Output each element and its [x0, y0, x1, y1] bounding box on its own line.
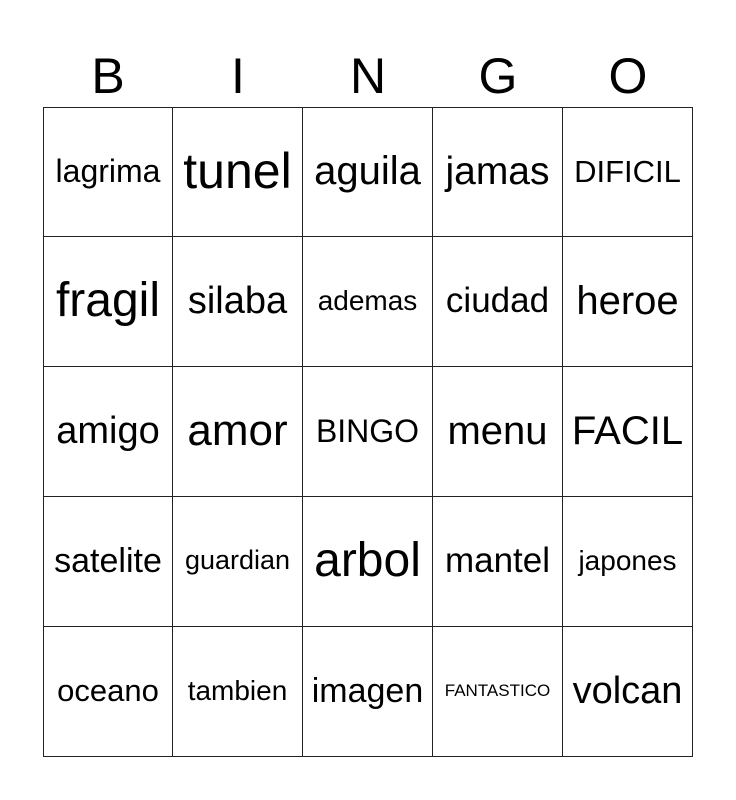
bingo-cell[interactable]: oceano	[43, 627, 173, 757]
header-letter-n: N	[349, 48, 387, 104]
header-letter-i: I	[231, 48, 245, 104]
bingo-cell[interactable]: tambien	[173, 627, 303, 757]
bingo-cell[interactable]: BINGO	[303, 367, 433, 497]
bingo-cell[interactable]: jamas	[433, 107, 563, 237]
bingo-cell[interactable]: aguila	[303, 107, 433, 237]
bingo-cell[interactable]: imagen	[303, 627, 433, 757]
bingo-board	[43, 107, 693, 757]
bingo-cell[interactable]: guardian	[173, 497, 303, 627]
bingo-cell[interactable]: tunel	[173, 107, 303, 237]
bingo-cell[interactable]: ciudad	[433, 237, 563, 367]
bingo-cell[interactable]: DIFICIL	[563, 107, 693, 237]
bingo-cell[interactable]: FACIL	[563, 367, 693, 497]
bingo-cell[interactable]: lagrima	[43, 107, 173, 237]
bingo-cell[interactable]: amigo	[43, 367, 173, 497]
bingo-cell[interactable]: ademas	[303, 237, 433, 367]
header-letter-b: B	[91, 48, 125, 104]
bingo-header	[43, 44, 693, 108]
bingo-cell[interactable]: volcan	[563, 627, 693, 757]
bingo-cell[interactable]: heroe	[563, 237, 693, 367]
bingo-cell[interactable]: fragil	[43, 237, 173, 367]
bingo-cell[interactable]: menu	[433, 367, 563, 497]
bingo-cell[interactable]: FANTASTICO	[433, 627, 563, 757]
bingo-cell[interactable]: mantel	[433, 497, 563, 627]
bingo-cell[interactable]: amor	[173, 367, 303, 497]
header-letter-g: G	[478, 48, 518, 104]
bingo-cell[interactable]: satelite	[43, 497, 173, 627]
bingo-cell[interactable]: silaba	[173, 237, 303, 367]
bingo-cell[interactable]: japones	[563, 497, 693, 627]
header-letter-o: O	[608, 48, 648, 104]
bingo-cell[interactable]: arbol	[303, 497, 433, 627]
